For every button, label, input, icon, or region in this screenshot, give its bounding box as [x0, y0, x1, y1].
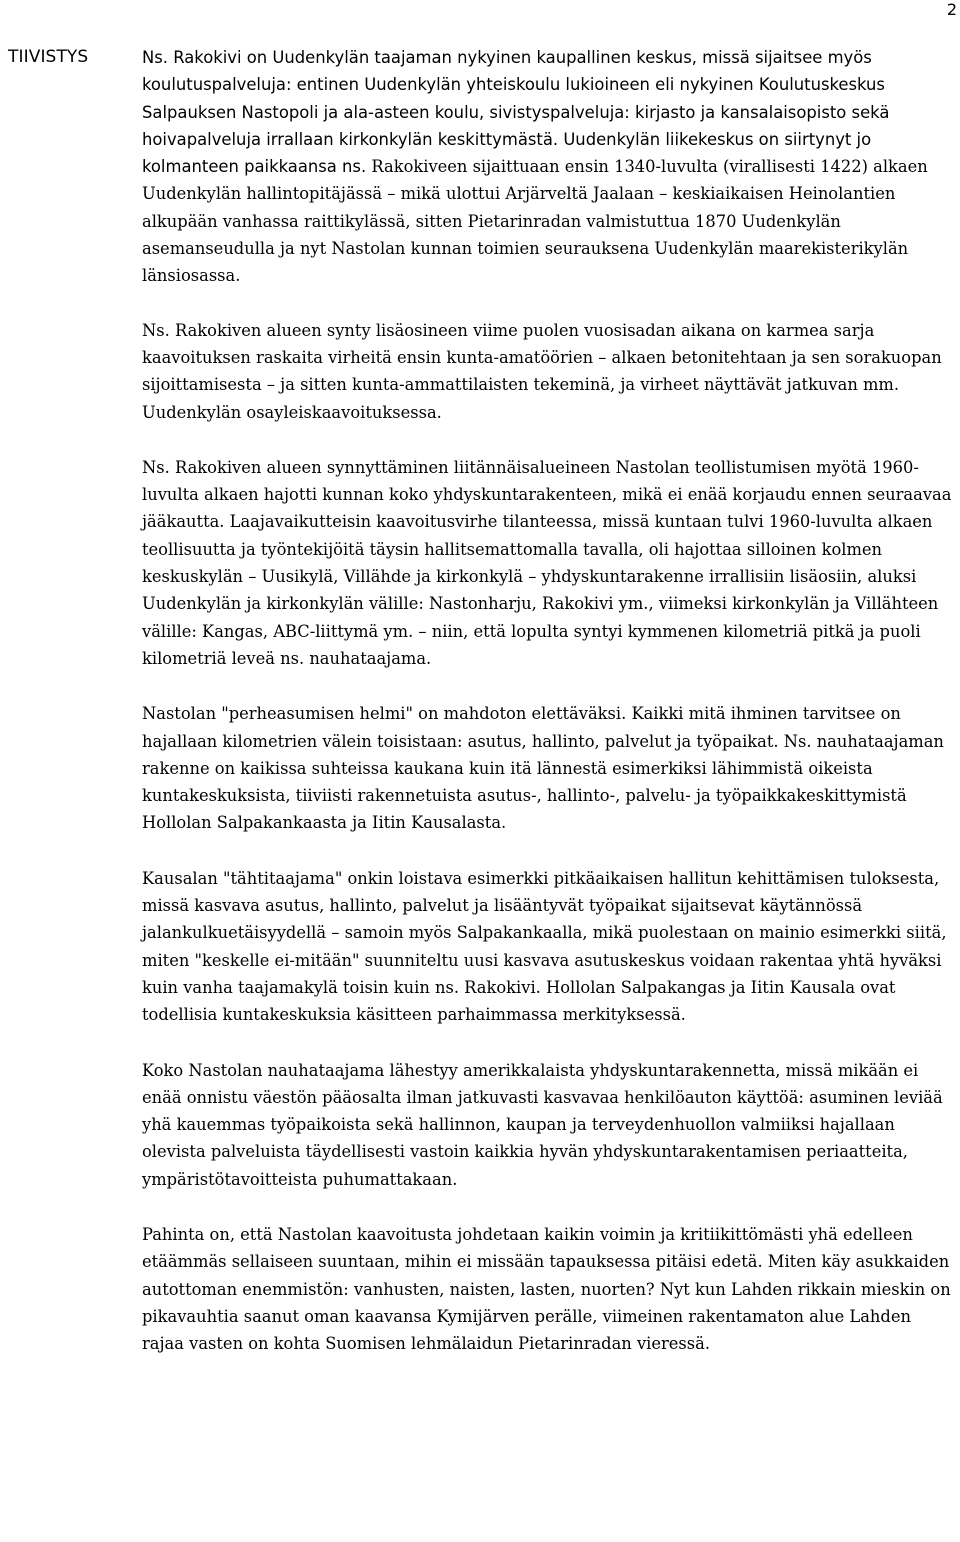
paragraph-5: Kausalan "tähtitaajama" onkin loistava esimerkki pitkäaikaisen hallitun kehittämisen tuloksesta, missä kasvava asutus, hallinto, palvelut ja lisääntyvät työpaikat sijaitsevat käytännössä jalankulkuetäisyydellä – samoin myös Salpakankaalla, mikä puolestaan on mainio esimerkki siitä, miten "keskelle ei-mitään" suunniteltu uusi kasvava asutuskeskus voidaan rakentaa yhtä hyväksi kuin vanha taajamakylä toisin kuin ns. Rakokivi. Hollolan Salpakangas ja Iitin Kausala ovat todellisia kuntakeskuksia käsitteen parhaimmassa merkityksessä. — [142, 868, 947, 1025]
page-number: 2 — [946, 0, 957, 19]
paragraph-2: Ns. Rakokiven alueen synty lisäosineen viime puolen vuosisadan aikana on karmea sarja kaavoituksen raskaita virheitä ensin kunta-amatöörien – alkaen betonitehtaan ja sen sorakuopan sijoittamisesta – ja sitten kunta-ammattilaisten tekeminä, ja virheet näyttävät jatkuvan mm. Uudenkylän osayleiskaavoituksessa. — [142, 320, 942, 422]
section-label: TIIVISTYS — [8, 47, 89, 67]
document-body — [142, 44, 954, 1385]
paragraph-7: Pahinta on, että Nastolan kaavoitusta johdetaan kaikin voimin ja kritiikittömästi yhä edelleen etäämmäs sellaiseen suuntaan, mihin ei missään tapauksessa pitäisi edetä. Miten käy asukkaiden autottoman enemmistön: vanhusten, naisten, lasten, nuorten? Nyt kun Lahden rikkain mieskin on pikavauhtia saanut oman kaavansa Kymijärven perälle, viimeinen rakentamaton alue Lahden rajaa vasten on kohta Suomisen lehmälaidun Pietarinradan vieressä. — [142, 1224, 951, 1354]
paragraph-1-sans-part: Ns. Rakokivi on Uudenkylän taajaman nykyinen kaupallinen keskus, missä sijaitsee myös koulutuspalveluja: entinen Uudenkylän yhteiskoulu lukioineen eli nykyinen Koulutuskeskus Salpauksen Nastopoli ja ala-asteen koulu, sivistyspalveluja: kirjasto ja kansalaisopisto sekä hoivapalveluja irrallaan kirkonkylän keskittymästä. Uudenkylän liikekeskus on siirtynyt jo kolmanteen paikkaansa ns. — [142, 48, 890, 177]
paragraph-6: Koko Nastolan nauhataajama lähestyy amerikkalaista yhdyskuntarakennetta, missä mikään ei enää onnistu väestön pääosalta ilman jatkuvasti kasvavaa henkilöauton käyttöä: asuminen leviää yhä kauemmas työpaikoista sekä hallinnon, kaupan ja terveydenhuollon valmiiksi hajallaan olevista palveluista täydellisesti vastoin kaikkia hyvän yhdyskuntarakentamisen periaatteita, ympäristötavoitteista puhumattakaan. — [142, 1060, 943, 1189]
paragraph-3: Ns. Rakokiven alueen synnyttäminen liitännäisalueineen Nastolan teollistumisen myötä 1960-luvulta alkaen hajotti kunnan koko yhdyskuntarakenteen, mikä ei enää korjaudu ennen seuraavaa jääkautta. Laajavaikutteisin kaavoitusvirhe tilanteessa, missä kuntaan tulvi 1960-luvulta alkaen teollisuutta ja työntekijöitä täysin hallitsemattomalla tavalla, oli hajottaa silloinen kolmen keskuskylän – Uusikylä, Villähde ja kirkonkylä – yhdyskuntarakenne irrallisiin lisäosiin, aluksi Uudenkylän ja kirkonkylän välille: Nastonharju, Rakokivi ym., viimeksi kirkonkylän ja Villähteen välille: Kangas, ABC-liittymä ym. – niin, että lopulta syntyi kymmenen kilometriä pitkä ja puoli kilometriä leveä ns. nauhataajama. — [142, 457, 952, 668]
paragraph-4: Nastolan "perheasumisen helmi" on mahdoton elettäväksi. Kaikki mitä ihminen tarvitsee on hajallaan kilometrien välein toisistaan: asutus, hallinto, palvelut ja työpaikat. Ns. nauhataajaman rakenne on kaikissa suhteissa kaukana kuin itä lännestä esimerkiksi lähimmistä oikeista kuntakeskuksista, tiiviisti rakennetuista asutus-, hallinto-, palvelu- ja työpaikkakeskittymistä Hollolan Salpakankaasta ja Iitin Kausalasta. — [142, 704, 944, 833]
paragraph-1 — [142, 44, 954, 290]
paragraph-1-serif-part: Rakokiveen sijaittuaan ensin 1340-luvulta (virallisesti 1422) alkaen Uudenkylän hallintopitäjässä – mikä ulottui Arjärveltä Jaalaan – keskiaikaisen Heinolantien alkupään vanhassa raittikylässä, sitten Pietarinradan valmistuttua 1870 Uudenkylän asemanseudulla ja nyt Nastolan kunnan toimien seurauksena Uudenkylän maarekisterikylän länsiosassa. — [142, 157, 928, 286]
